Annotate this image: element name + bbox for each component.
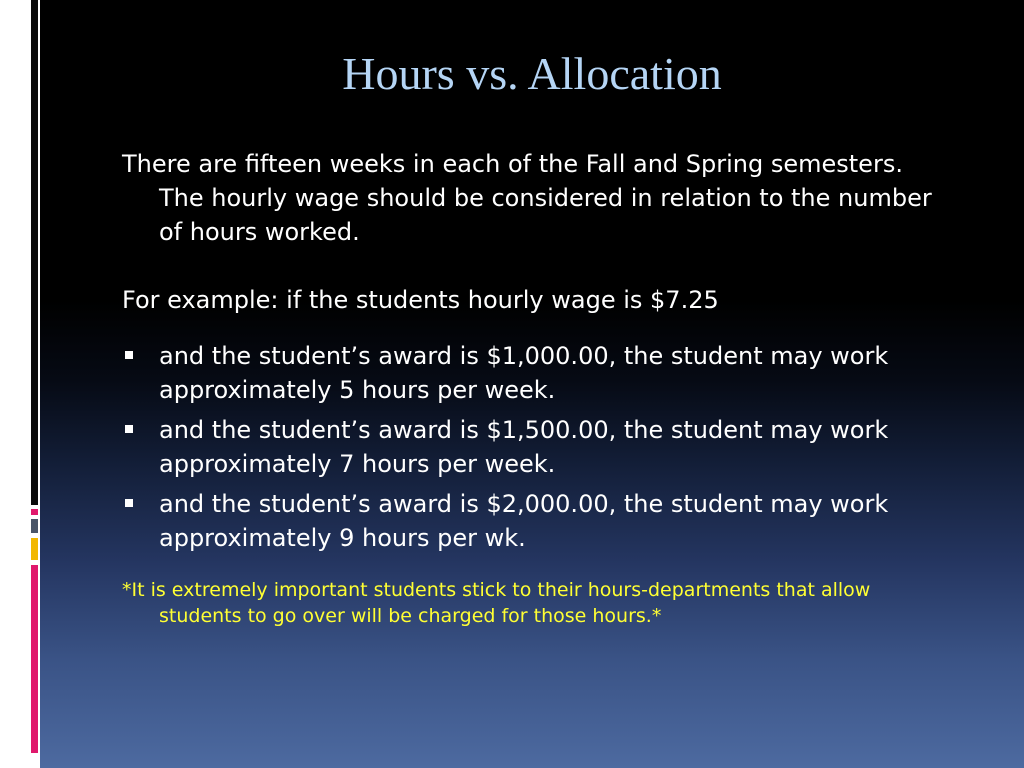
slide-title: Hours vs. Allocation [342,48,722,99]
slide-body [122,147,942,648]
example-paragraph: For example: if the students hourly wage is $7.25 [122,286,719,314]
list-item [122,487,942,555]
list-item [122,413,942,481]
square-bullet-icon [125,499,133,507]
intro-paragraph: There are fifteen weeks in each of the Fall and Spring semesters. The hourly wage should be considered in relation to the number of hours worked. [122,150,932,246]
bullet-text: and the student’s award is $1,000.00, the student may work approximately 5 hours per week. [159,342,889,404]
list-item [122,339,942,407]
square-bullet-icon [125,425,133,433]
square-bullet-icon [125,351,133,359]
left-accent-bar-black [31,0,38,505]
important-note: *It is extremely important students stick to their hours-departments that allow students to go over will be charged for those hours.* [122,579,871,627]
bullet-text: and the student’s award is $2,000.00, the student may work approximately 9 hours per wk. [159,490,889,552]
left-accent-bar-pink-small [31,509,38,515]
bullet-text: and the student’s award is $1,500.00, the student may work approximately 7 hours per week. [159,416,889,478]
left-accent-bar-pink [31,565,38,753]
bullet-list [122,339,942,555]
left-accent-bar-yellow [31,538,38,560]
left-edge-strip [0,0,40,768]
left-accent-bar-gray [31,519,38,533]
